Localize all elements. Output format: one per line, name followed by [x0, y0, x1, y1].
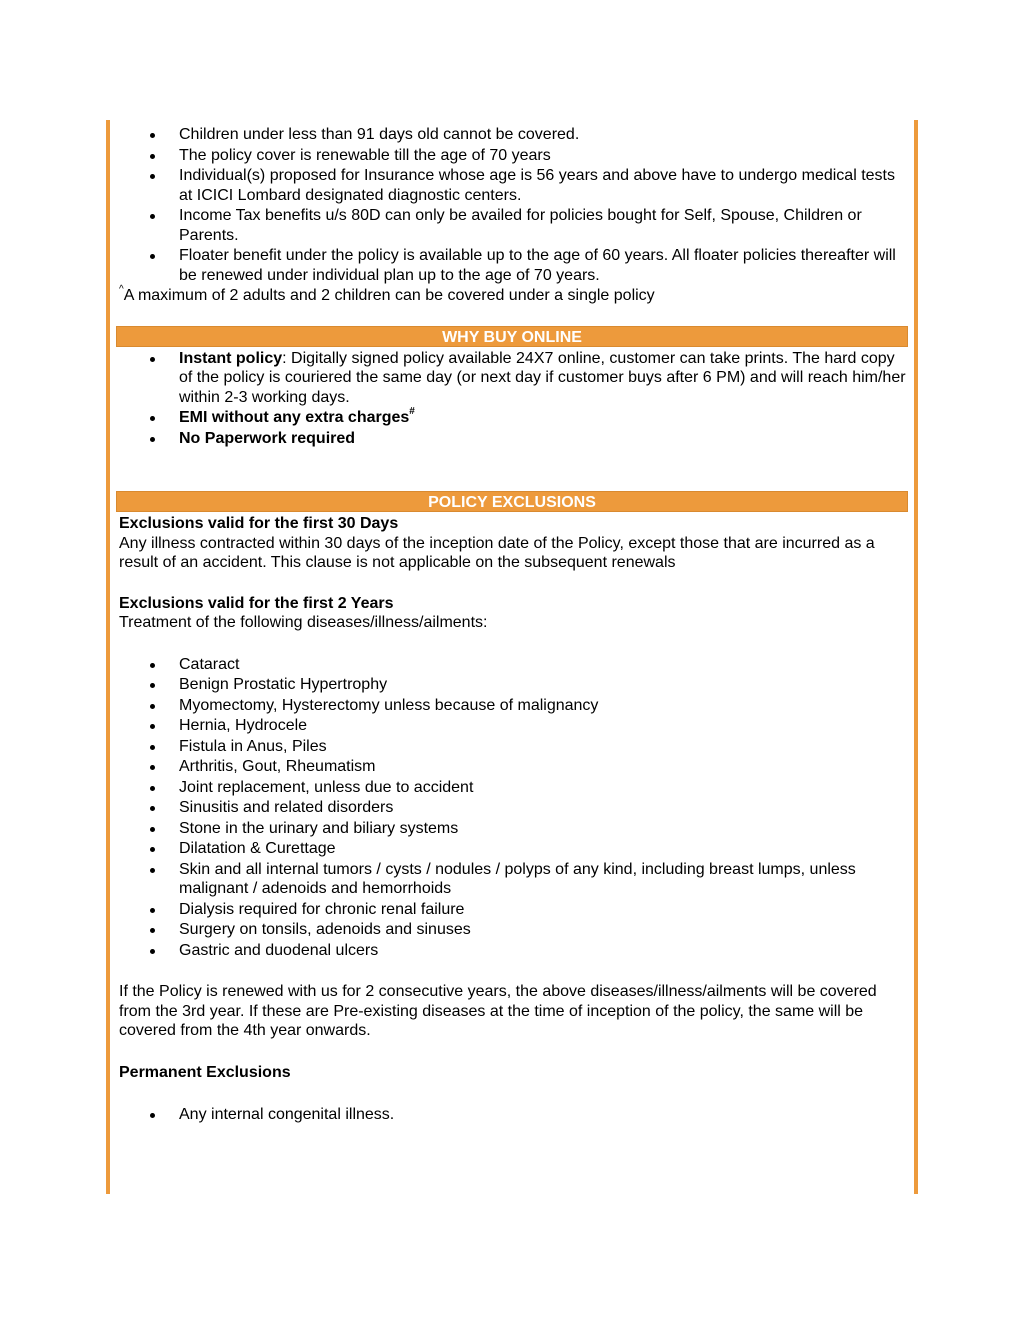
why-buy-online-heading: WHY BUY ONLINE: [116, 326, 908, 347]
list-item: [119, 408, 909, 428]
why-buy-bullet-list: [119, 349, 909, 449]
first-30-days-text: Any illness contracted within 30 days of the inception date of the Policy, except those that are incurred as a result of an accident. This clause is not applicable on the subsequent renewals: [119, 534, 875, 571]
bullet-icon: [150, 827, 155, 832]
list-item: The policy cover is renewable till the age of 70 years: [119, 146, 909, 166]
list-item: Any internal congenital illness.: [119, 1105, 909, 1125]
bullet-icon: [150, 928, 155, 933]
bullet-icon: [150, 416, 155, 421]
list-item: Sinusitis and related disorders: [119, 798, 909, 818]
bullet-icon: [150, 254, 155, 259]
left-border-rule: [106, 120, 110, 1194]
no-paperwork-label: No Paperwork required: [179, 429, 356, 447]
right-border-rule: [914, 120, 918, 1194]
bullet-icon: [150, 683, 155, 688]
bullet-icon: [150, 949, 155, 954]
list-item: Surgery on tonsils, adenoids and sinuses: [119, 920, 909, 940]
first-30-days-title: Exclusions valid for the first 30 Days: [119, 515, 399, 532]
list-item: Floater benefit under the policy is available up to the age of 60 years. All floater policies thereafter will be renewed under individual plan up to the age of 70 years.: [119, 246, 909, 285]
bullet-icon: [150, 745, 155, 750]
policy-exclusions-heading: POLICY EXCLUSIONS: [116, 491, 908, 512]
bullet-icon: [150, 908, 155, 913]
list-item: Dilatation & Curettage: [119, 839, 909, 859]
list-item: Individual(s) proposed for Insurance whose age is 56 years and above have to undergo medical tests at ICICI Lombard designated diagnostic centers.: [119, 166, 909, 205]
bullet-icon: [150, 806, 155, 811]
permanent-exclusions-list: [119, 1105, 909, 1125]
instant-policy-text: : Digitally signed policy available 24X7 online, customer can take prints. The hard copy of the policy is couriered the same day (or next day if customer buys after 6 PM) and will reach him/her within 2-3 working days.: [179, 349, 906, 406]
bullet-icon: [150, 765, 155, 770]
bullet-icon: [150, 1113, 155, 1118]
bullet-icon: [150, 704, 155, 709]
bullet-icon: [150, 133, 155, 138]
bullet-icon: [150, 154, 155, 159]
bullet-icon: [150, 357, 155, 362]
bullet-icon: [150, 174, 155, 179]
permanent-exclusions-title: Permanent Exclusions: [119, 1063, 291, 1081]
first-2-years-title: Exclusions valid for the first 2 Years: [119, 594, 394, 612]
list-item: Gastric and duodenal ulcers: [119, 941, 909, 961]
bullet-icon: [150, 847, 155, 852]
instant-policy-label: Instant policy: [179, 349, 283, 367]
list-item: Skin and all internal tumors / cysts / nodules / polyps of any kind, including breast lumps, unless malignant / adenoids and hemorrhoids: [119, 860, 909, 899]
bullet-icon: [150, 214, 155, 219]
list-item: Benign Prostatic Hypertrophy: [119, 675, 909, 695]
list-item: Children under less than 91 days old cannot be covered.: [119, 125, 909, 145]
list-item: Arthritis, Gout, Rheumatism: [119, 757, 909, 777]
bullet-icon: [150, 663, 155, 668]
list-item: Hernia, Hydrocele: [119, 716, 909, 736]
list-item: Stone in the urinary and biliary systems: [119, 819, 909, 839]
bullet-icon: [150, 437, 155, 442]
bullet-icon: [150, 786, 155, 791]
list-item: Fistula in Anus, Piles: [119, 737, 909, 757]
emi-label: EMI without any extra charges: [179, 409, 410, 426]
list-item: Cataract: [119, 655, 909, 675]
policy-note: [119, 286, 909, 306]
list-item: Myomectomy, Hysterectomy unless because of malignancy: [119, 696, 909, 716]
note-text: A maximum of 2 adults and 2 children can be covered under a single policy: [123, 287, 655, 304]
first-2-years-list: [119, 655, 909, 961]
renewal-paragraph: If the Policy is renewed with us for 2 consecutive years, the above diseases/illness/ailments will be covered from the 3rd year. If these are Pre-existing diseases at the time of inception of the policy, the same will be covered from the 4th year onwards.: [119, 983, 877, 1039]
list-item: [119, 349, 909, 408]
list-item: [119, 429, 909, 449]
first-2-years-intro: Treatment of the following diseases/illness/ailments:: [119, 614, 488, 631]
note-marker: ^: [119, 284, 124, 295]
list-item: Income Tax benefits u/s 80D can only be availed for policies bought for Self, Spouse, Children or Parents.: [119, 206, 909, 245]
bullet-icon: [150, 724, 155, 729]
intro-bullet-list: [119, 125, 909, 285]
list-item: Joint replacement, unless due to accident: [119, 778, 909, 798]
emi-marker: #: [409, 406, 415, 417]
bullet-icon: [150, 868, 155, 873]
list-item: Dialysis required for chronic renal failure: [119, 900, 909, 920]
document-content: [119, 125, 909, 1126]
